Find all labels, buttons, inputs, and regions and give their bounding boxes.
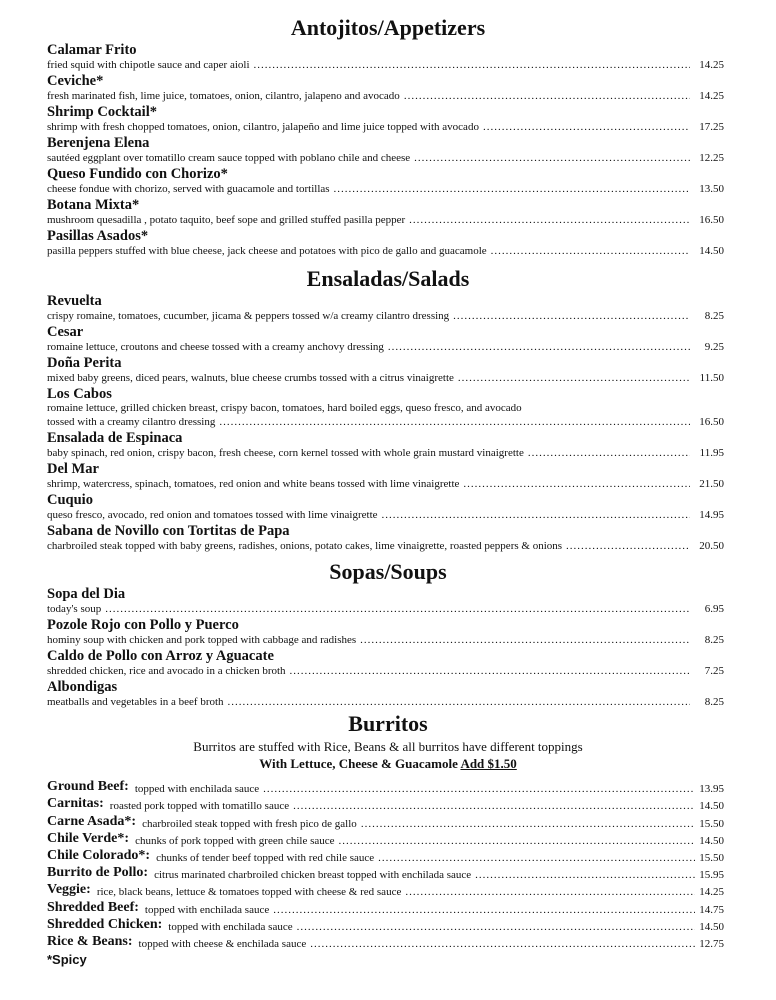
item-price: 12.25: [699, 152, 724, 164]
item-description: mushroom quesadilla , potato taquito, beef sope and grilled stuffed pasilla pepper: [47, 214, 406, 226]
burrito-description: rice, black beans, lettuce & tomatoes topped with cheese & red sauce: [96, 886, 402, 899]
item-description: pasilla peppers stuffed with blue cheese, jack cheese and potatoes with pico de gallo and guacamole: [47, 245, 487, 257]
dot-leader: [254, 58, 690, 73]
menu-item: [0, 430, 776, 461]
burrito-name: Shredded Chicken:: [47, 916, 163, 932]
dot-leader: [458, 371, 690, 386]
item-name: Cesar: [47, 324, 84, 340]
dot-leader: [463, 477, 690, 492]
menu-item: [0, 166, 776, 197]
item-name: Sabana de Novillo con Tortitas de Papa: [47, 523, 290, 539]
burrito-item: [0, 933, 776, 950]
burrito-name: Carne Asada*:: [47, 813, 137, 829]
item-description: baby spinach, red onion, crispy bacon, fresh cheese, corn kernel tossed with whole grain mustard vinaigrette: [47, 447, 524, 459]
item-description: romaine lettuce, croutons and cheese tossed with a creamy anchovy dressing: [47, 341, 384, 353]
soups-list: [0, 586, 776, 710]
dot-leader: [453, 309, 690, 324]
item-description: shredded chicken, rice and avocado in a chicken broth: [47, 665, 286, 677]
item-price: 8.25: [704, 634, 724, 646]
dot-leader: [290, 664, 690, 679]
item-description: meatballs and vegetables in a beef broth: [47, 696, 224, 708]
item-price: 14.25: [699, 90, 724, 102]
item-line: [47, 664, 724, 679]
dot-leader: [360, 633, 690, 648]
item-line: [47, 89, 724, 104]
item-line: [47, 602, 724, 617]
item-line: [47, 309, 724, 324]
menu-item: [0, 492, 776, 523]
burritos-section: [0, 710, 776, 950]
item-price: 8.25: [704, 696, 724, 708]
item-price: 9.25: [704, 341, 724, 353]
item-price: 7.25: [704, 665, 724, 677]
item-price: 11.95: [699, 447, 724, 459]
item-line: [47, 539, 724, 554]
burrito-price: 12.75: [699, 937, 724, 950]
dot-leader: [310, 938, 695, 950]
burrito-description: citrus marinated charbroiled chicken breast topped with enchilada sauce: [154, 869, 472, 882]
item-description: today's soup: [47, 603, 102, 615]
burrito-name: Ground Beef:: [47, 779, 129, 795]
burrito-item: [0, 916, 776, 933]
menu-item: [0, 135, 776, 166]
burrito-price: 15.50: [699, 851, 724, 864]
item-name: Cuquio: [47, 492, 93, 508]
spicy-footnote: *Spicy: [47, 952, 87, 967]
dot-leader: [361, 818, 695, 830]
dot-leader: [293, 800, 695, 812]
dot-leader: [273, 904, 695, 916]
dot-leader: [414, 151, 690, 166]
item-price: 6.95: [704, 603, 724, 615]
dot-leader: [405, 886, 695, 898]
burrito-price: 14.50: [699, 800, 724, 813]
item-description: hominy soup with chicken and pork topped with cabbage and radishes: [47, 634, 357, 646]
item-description: charbroiled steak topped with baby greens, radishes, onions, potato cakes, lime vinaigrette, roasted peppers & onions: [47, 540, 563, 552]
soups-heading: Sopas/Soups: [329, 559, 447, 584]
item-line: [47, 695, 724, 710]
item-line: [47, 446, 724, 461]
dot-leader: [388, 340, 690, 355]
item-price: 21.50: [699, 478, 724, 490]
soups-section: [0, 558, 776, 710]
dot-leader: [334, 182, 690, 197]
item-name: Botana Mixta*: [47, 197, 140, 213]
item-description: tossed with a creamy cilantro dressing: [47, 416, 216, 428]
menu-item: [0, 197, 776, 228]
item-name: Pasillas Asados*: [47, 228, 149, 244]
burrito-price: 14.50: [699, 920, 724, 933]
burritos-heading: Burritos: [348, 711, 428, 736]
burritos-addon-price: Add $1.50: [460, 756, 517, 771]
item-price: 16.50: [699, 416, 724, 428]
menu-item: [0, 586, 776, 617]
item-name: Del Mar: [47, 461, 99, 477]
burrito-item: [0, 795, 776, 812]
item-name: Calamar Frito: [47, 42, 137, 58]
burrito-item: [0, 881, 776, 898]
item-description: fried squid with chipotle sauce and caper aioli: [47, 59, 250, 71]
burrito-description: topped with enchilada sauce: [134, 783, 260, 796]
item-name: Shrimp Cocktail*: [47, 104, 157, 120]
burrito-description: charbroiled steak topped with fresh pico de gallo: [142, 817, 357, 830]
burrito-item: [0, 830, 776, 847]
item-price: 13.50: [699, 183, 724, 195]
item-name: Revuelta: [47, 293, 102, 309]
item-line: [47, 151, 724, 166]
menu-item: [0, 386, 776, 430]
item-description: cheese fondue with chorizo, served with guacamole and tortillas: [47, 183, 330, 195]
item-line: [47, 371, 724, 386]
burritos-list: [0, 778, 776, 950]
item-line: [47, 213, 724, 228]
menu-item: [0, 679, 776, 710]
item-line: [47, 182, 724, 197]
burrito-name: Veggie:: [47, 882, 91, 898]
salads-section: [0, 265, 776, 554]
dot-leader: [105, 602, 690, 617]
menu-item: [0, 648, 776, 679]
item-line: [47, 58, 724, 73]
menu-item: [0, 293, 776, 324]
item-name: Sopa del Dia: [47, 586, 126, 602]
burrito-name: Shredded Beef:: [47, 899, 139, 915]
item-name: Albondigas: [47, 679, 118, 695]
burrito-price: 14.25: [699, 886, 724, 899]
dot-leader: [475, 869, 695, 881]
dot-leader: [228, 695, 690, 710]
burrito-item: [0, 778, 776, 795]
item-line: [47, 477, 724, 492]
burrito-description: topped with enchilada sauce: [168, 920, 293, 933]
item-line: [47, 415, 724, 430]
item-price: 17.25: [699, 121, 724, 133]
burrito-price: 15.50: [699, 817, 724, 830]
dot-leader: [409, 213, 690, 228]
burrito-item: [0, 847, 776, 864]
burrito-description: chunks of tender beef topped with red chile sauce: [156, 851, 375, 864]
burritos-addon: [0, 755, 776, 772]
item-description: queso fresco, avocado, red onion and tomatoes tossed with lime vinaigrette: [47, 509, 378, 521]
dot-leader: [263, 783, 695, 795]
menu-item: [0, 324, 776, 355]
item-line: [47, 120, 724, 135]
burrito-description: roasted pork topped with tomatillo sauce: [109, 800, 290, 813]
item-line: [47, 340, 724, 355]
menu-item: [0, 523, 776, 554]
dot-leader: [528, 446, 690, 461]
burrito-item: [0, 864, 776, 881]
item-name: Doña Perita: [47, 355, 122, 371]
item-price: 16.50: [699, 214, 724, 226]
item-description-line: romaine lettuce, grilled chicken breast, crispy bacon, tomatoes, hard boiled eggs, queso fresco, and avocado: [47, 402, 522, 414]
dot-leader: [219, 415, 690, 430]
item-price: 20.50: [699, 540, 724, 552]
item-line: [47, 508, 724, 523]
burrito-item: [0, 898, 776, 915]
burrito-description: chunks of pork topped with green chile sauce: [135, 834, 335, 847]
item-line: [47, 244, 724, 259]
burrito-description: topped with enchilada sauce: [144, 903, 270, 916]
item-price: 8.25: [704, 310, 724, 322]
item-description: shrimp, watercress, spinach, tomatoes, red onion and white beans tossed with lime vinaigrette: [47, 478, 460, 490]
menu-item: [0, 461, 776, 492]
salads-list: [0, 293, 776, 554]
menu-item: [0, 104, 776, 135]
item-name: Ensalada de Espinaca: [47, 430, 183, 446]
burrito-price: 15.95: [699, 869, 724, 882]
burrito-name: Chile Colorado*:: [47, 847, 151, 863]
appetizers-heading: Antojitos/Appetizers: [290, 15, 486, 40]
item-description: crispy romaine, tomatoes, cucumber, jicama & peppers tossed w/a creamy cilantro dressing: [47, 310, 450, 322]
item-name: Ceviche*: [47, 73, 104, 89]
burritos-addon-text: With Lettuce, Cheese & Guacamole: [259, 756, 458, 771]
dot-leader: [491, 244, 690, 259]
item-description: shrimp with fresh chopped tomatoes, onion, cilantro, jalapeño and lime juice topped with avocado: [47, 121, 479, 133]
item-price: 14.50: [699, 245, 724, 257]
item-name: Los Cabos: [47, 386, 112, 402]
dot-leader: [339, 835, 696, 847]
salads-heading: Ensaladas/Salads: [306, 266, 470, 291]
burrito-price: 14.75: [699, 903, 724, 916]
dot-leader: [297, 921, 696, 933]
item-name: Berenjena Elena: [47, 135, 150, 151]
burritos-intro: Burritos are stuffed with Rice, Beans & all burritos have different toppings: [193, 739, 583, 754]
burrito-price: 13.95: [699, 783, 724, 796]
menu-item: [0, 228, 776, 259]
dot-leader: [382, 508, 690, 523]
item-price: 11.50: [699, 372, 724, 384]
item-line: [47, 633, 724, 648]
menu-item: [0, 42, 776, 73]
burrito-name: Burrito de Pollo:: [47, 865, 149, 881]
burrito-item: [0, 812, 776, 829]
dot-leader: [483, 120, 690, 135]
item-description: fresh marinated fish, lime juice, tomatoes, onion, cilantro, jalapeno and avocado: [47, 90, 400, 102]
dot-leader: [378, 852, 695, 864]
burrito-name: Carnitas:: [47, 796, 104, 812]
item-price: 14.25: [699, 59, 724, 71]
menu-item: [0, 617, 776, 648]
appetizers-section: [0, 14, 776, 259]
dot-leader: [404, 89, 690, 104]
item-name: Pozole Rojo con Pollo y Puerco: [47, 617, 239, 633]
item-name: Caldo de Pollo con Arroz y Aguacate: [47, 648, 274, 664]
item-description: mixed baby greens, diced pears, walnuts, blue cheese crumbs tossed with a citrus vinaigrette: [47, 372, 454, 384]
menu-item: [0, 355, 776, 386]
dot-leader: [566, 539, 690, 554]
burrito-name: Rice & Beans:: [47, 933, 133, 949]
menu-item: [0, 73, 776, 104]
item-name: Queso Fundido con Chorizo*: [47, 166, 228, 182]
item-description: sautéed eggplant over tomatillo cream sauce topped with poblano chile and cheese: [47, 152, 411, 164]
appetizers-list: [0, 42, 776, 259]
burrito-name: Chile Verde*:: [47, 830, 130, 846]
burrito-price: 14.50: [699, 834, 724, 847]
burrito-description: topped with cheese & enchilada sauce: [138, 937, 307, 950]
item-price: 14.95: [699, 509, 724, 521]
